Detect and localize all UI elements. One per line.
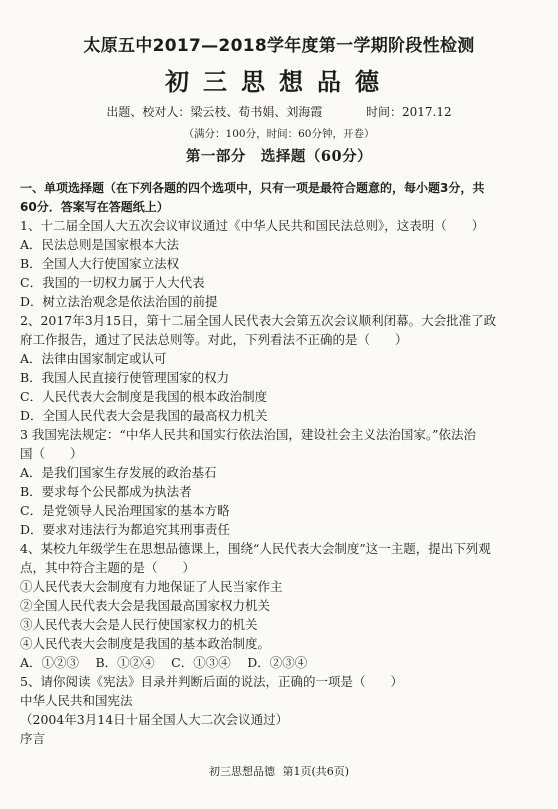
question-stem: 3 我国宪法规定：“中华人民共和国实行依法治国，建设社会主义法治国家。”依法治 [20, 427, 476, 442]
option: C．人民代表大会制度是我国的根本政治制度 [20, 389, 268, 404]
page-footer [0, 764, 558, 780]
statement: ②全国人民代表大会是我国最高国家权力机关 [20, 598, 271, 613]
exam-meta: （满分：100分，时间：60分钟，开卷） [183, 128, 375, 140]
option: B．要求每个公民都成为执法者 [20, 484, 192, 499]
authors: 出题、校对人：梁云枝、荀书娟、刘海霞 [106, 105, 323, 119]
footer-subject: 初三思想品德 [208, 765, 275, 778]
question-stem: 点，其中符合主题的是（ ） [20, 560, 196, 575]
statement: ①人民代表大会制度有力地保证了人民当家作主 [20, 579, 283, 594]
footer-page: 第1页(共6页) [282, 765, 350, 778]
question-stem: 国（ ） [20, 446, 83, 461]
part-title: 第一部分 选择题（60分） [185, 148, 373, 165]
option: C．是党领导人民治理国家的基本方略 [20, 503, 230, 518]
author-line [0, 104, 558, 120]
constitution-preamble: 序言 [20, 731, 46, 746]
instruction-line: 一、单项选择题（在下列各题的四个选项中，只有一项是最符合题意的，每小题3分，共 [20, 181, 485, 195]
question-stem: 5、请你阅读《宪法》目录并判断后面的说法，正确的一项是（ ） [20, 674, 403, 689]
question-stem: 1、十二届全国人大五次会议审议通过《中华人民共和国民法总则》，这表明（ ） [20, 218, 485, 233]
option-row: A．①②③ B．①②④ C．①③④ D．②③④ [20, 655, 308, 670]
statement: ③人民代表大会是人民行使国家权力的机关 [20, 617, 258, 632]
constitution-title: 中华人民共和国宪法 [20, 693, 133, 708]
option: A．法律由国家制定或认可 [20, 351, 167, 366]
option: D．全国人民代表大会是我国的最高权力机关 [20, 408, 268, 423]
question-stem: 2、2017年3月15日，第十二届全国人民代表大会第五次会议顺利闭幕。大会批准了政 [20, 313, 497, 328]
option: B．我国人民直接行使管理国家的权力 [20, 370, 230, 385]
instruction-line: 60分．答案写在答题纸上） [20, 200, 169, 214]
option: D．树立法治观念是依法治国的前提 [20, 294, 218, 309]
option: C．我国的一切权力属于人大代表 [20, 275, 205, 290]
option: A．民法总则是国家根本大法 [20, 237, 180, 252]
option: B．全国人大行使国家立法权 [20, 256, 180, 271]
exam-time: 时间：2017.12 [366, 105, 452, 119]
subject-title: 初三思想品德 [165, 67, 393, 96]
question-stem: 4、某校九年级学生在思想品德课上，围绕“人民代表大会制度”这一主题，提出下列观 [20, 541, 491, 556]
school-title: 太原五中2017—2018学年度第一学期阶段性检测 [83, 36, 475, 56]
question-stem: 府工作报告，通过了民法总则等。对此，下列看法不正确的是（ ） [20, 332, 408, 347]
option: D．要求对违法行为都追究其刑事责任 [20, 522, 231, 537]
option: A．是我们国家生存发展的政治基石 [20, 465, 217, 480]
constitution-date: （2004年3月14日十届全国人大二次会议通过） [20, 712, 289, 727]
statement: ④人民代表大会制度是我国的基本政治制度。 [20, 636, 271, 651]
